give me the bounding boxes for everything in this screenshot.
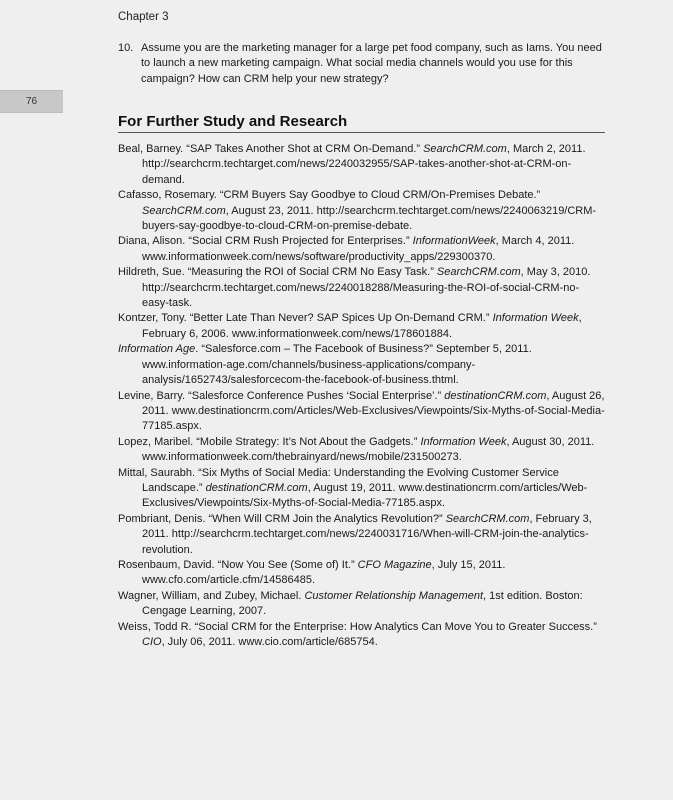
reference-item: [118, 558, 606, 589]
reference-item: [118, 234, 606, 265]
reference-text: Pombriant, Denis. “When Will CRM Join the Analytics Revolution?”: [118, 512, 446, 525]
reference-details: , March 4, 2011. www.informationweek.com/news/software/productivity_apps/229300370.: [142, 235, 575, 263]
reference-item: [118, 188, 606, 234]
chapter-header: Chapter 3: [118, 11, 169, 23]
reference-text: Mittal, Saurabh. “Six Myths of Social Media: Understanding the Evolving Customer Service Landscape.”: [118, 466, 559, 494]
reference-details: , 1st edition. Boston: Cengage Learning, 2007.: [142, 589, 583, 618]
reference-source: CFO Magazine: [357, 558, 432, 571]
reference-source: Information Week: [492, 312, 579, 325]
reference-details: , July 15, 2011. www.cfo.com/article.cfm/14586485.: [142, 558, 506, 587]
reference-item: [118, 342, 606, 388]
reference-item: [118, 512, 606, 558]
reference-text: Wagner, William, and Zubey, Michael.: [118, 589, 305, 602]
reference-item: [118, 620, 606, 651]
reference-text: Hildreth, Sue. “Measuring the ROI of Social CRM No Easy Task.”: [118, 266, 437, 279]
reference-source: destinationCRM.com: [205, 481, 308, 494]
reference-item: [118, 311, 606, 342]
reference-details: , February 6, 2006. www.informationweek.com/news/178601884.: [142, 312, 582, 340]
section-title: For Further Study and Research: [118, 113, 605, 133]
reference-item: [118, 466, 606, 512]
reference-source: SearchCRM.com: [142, 204, 226, 217]
reference-details: , March 2, 2011. http://searchcrm.techtarget.com/news/2240032955/SAP-takes-another-shot-at-CRM-on-demand.: [142, 143, 586, 186]
reference-text: Kontzer, Tony. “Better Late Than Never? SAP Spices Up On-Demand CRM.”: [118, 312, 493, 325]
reference-source: Information Age: [118, 343, 196, 356]
reference-text: Rosenbaum, David. “Now You See (Some of) It.”: [118, 558, 358, 571]
reference-details: . “Salesforce.com – The Facebook of Business?” September 5, 2011. www.information-age.com/channels/business-applications/company-analysis/1652743/salesforcecom-the-facebook-of-business.thtml.: [142, 343, 532, 387]
reference-list: [118, 142, 606, 650]
reference-source: CIO: [142, 636, 162, 648]
reference-details: , May 3, 2010. http://searchcrm.techtarget.com/news/2240018288/Measuring-the-ROI-of-social-CRM-no-easy-task.: [142, 266, 591, 310]
reference-source: SearchCRM.com: [445, 512, 530, 525]
reference-text: Weiss, Todd R. “Social CRM for the Enterprise: How Analytics Can Move You to Greater Success.”: [118, 620, 597, 633]
reference-text: Lopez, Maribel. “Mobile Strategy: It’s Not About the Gadgets.”: [118, 435, 421, 448]
page-number-tab: 76: [0, 90, 63, 113]
review-question: [118, 41, 606, 87]
reference-item: [118, 435, 606, 466]
reference-text: Beal, Barney. “SAP Takes Another Shot at CRM On-Demand.”: [118, 143, 424, 155]
reference-details: , July 06, 2011. www.cio.com/article/685754.: [161, 636, 378, 648]
reference-item: [118, 142, 606, 188]
reference-details: , August 19, 2011. www.destinationcrm.com/articles/Web-Exclusives/Viewpoints/Six-Myths-of-Social-Media-77185.aspx.: [142, 481, 588, 510]
reference-text: Levine, Barry. “Salesforce Conference Pushes ‘Social Enterprise’.”: [118, 389, 445, 402]
reference-source: SearchCRM.com: [436, 266, 521, 279]
reference-item: [118, 265, 606, 311]
reference-text: Diana, Alison. “Social CRM Rush Projected for Enterprises.”: [118, 235, 413, 248]
reference-source: Information Week: [420, 435, 507, 448]
reference-item: [118, 589, 606, 620]
reference-details: , August 30, 2011. www.informationweek.com/thebrainyard/news/mobile/231500273.: [142, 435, 595, 464]
reference-details: , August 26, 2011. www.destinationcrm.com/Articles/Web-Exclusives/Viewpoints/Six-Myths-of-Social-Media-77185.aspx.: [142, 389, 605, 433]
reference-text: Cafasso, Rosemary. “CRM Buyers Say Goodbye to Cloud CRM/On-Premises Debate.”: [118, 189, 541, 202]
reference-source: destinationCRM.com: [444, 389, 547, 402]
reference-details: , February 3, 2011. http://searchcrm.techtarget.com/news/2240031716/When-will-CRM-join-the-analytics-revolution.: [142, 512, 592, 556]
reference-item: [118, 389, 606, 435]
question-text: Assume you are the marketing manager for a large pet food company, such as Iams. You need to launch a new marketing campaign. What social media channels would you use for this campaign? How can CRM help your new strategy?: [141, 42, 602, 85]
reference-source: SearchCRM.com: [423, 143, 507, 155]
question-number: 10.: [118, 42, 134, 54]
reference-source: Customer Relationship Management: [304, 589, 484, 602]
reference-source: InformationWeek: [412, 235, 496, 248]
reference-details: , August 23, 2011. http://searchcrm.techtarget.com/news/2240063219/CRM-buyers-say-goodbye-to-cloud-CRM-on-premise-debate.: [142, 204, 597, 233]
